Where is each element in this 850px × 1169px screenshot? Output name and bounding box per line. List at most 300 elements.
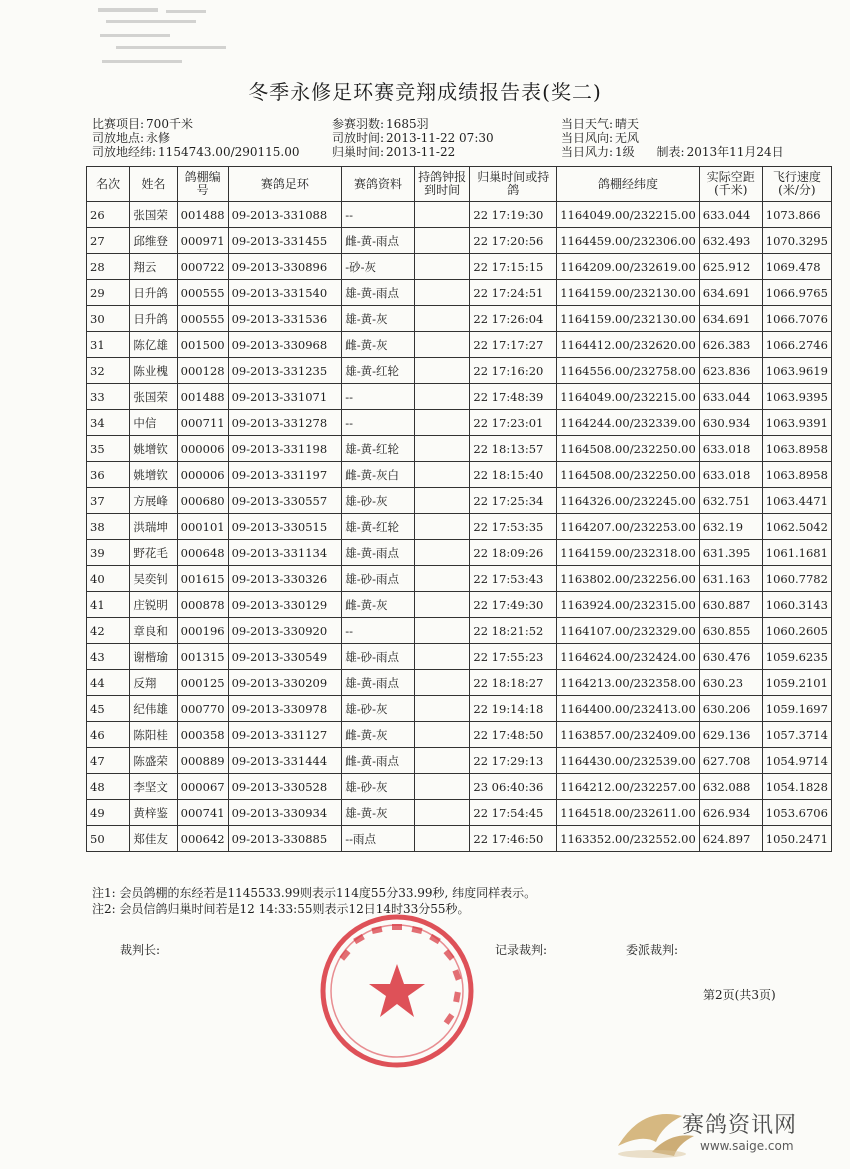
cell-rank: 41 [87,592,130,618]
cell-speed: 1061.1681 [762,540,831,566]
cell-coords: 1164508.00/232250.00 [557,462,700,488]
recording-referee-label: 记录裁判: [495,943,548,957]
cell-clock-time [414,436,470,462]
cell-distance: 626.383 [699,332,762,358]
cell-distance: 632.493 [699,228,762,254]
cell-pigeon-info: 雄-黄-灰 [342,800,415,826]
page-number: 第2页(共3页) [703,988,776,1002]
cell-ring: 09-2013-331134 [228,540,342,566]
cell-pigeon-info: 雄-砂-灰 [342,488,415,514]
col-header-pigeon-info: 赛鸽资料 [342,167,415,202]
cell-ring: 09-2013-330515 [228,514,342,540]
cell-return-time: 22 19:14:18 [470,696,557,722]
cell-pigeon-info: 雄-黄-雨点 [342,540,415,566]
cell-distance: 630.855 [699,618,762,644]
cell-loft-no: 000971 [177,228,228,254]
cell-speed: 1063.9391 [762,410,831,436]
cell-distance: 633.018 [699,462,762,488]
cell-distance: 633.044 [699,202,762,228]
footnote-2: 注2: 会员信鸽归巢时间若是12 14:33:55则表示12日14时33分55秒。 [92,902,470,916]
col-header-rank: 名次 [87,167,130,202]
cell-ring: 09-2013-331088 [228,202,342,228]
cell-coords: 1164326.00/232245.00 [557,488,700,514]
cell-coords: 1163352.00/232552.00 [557,826,700,852]
col-header-name: 姓名 [130,167,177,202]
cell-distance: 630.934 [699,410,762,436]
cell-speed: 1054.1828 [762,774,831,800]
table-row [87,540,832,566]
col-header-ring: 赛鸽足环 [228,167,342,202]
cell-loft-no: 000006 [177,462,228,488]
cell-ring: 09-2013-331197 [228,462,342,488]
cell-loft-no: 000878 [177,592,228,618]
cell-speed: 1054.9714 [762,748,831,774]
cell-pigeon-info: -砂-灰 [342,254,415,280]
cell-ring: 09-2013-330209 [228,670,342,696]
cell-rank: 33 [87,384,130,410]
cell-coords: 1164244.00/232339.00 [557,410,700,436]
cell-speed: 1060.3143 [762,592,831,618]
table-row [87,436,832,462]
cell-pigeon-info: 雄-砂-灰 [342,696,415,722]
cell-rank: 49 [87,800,130,826]
cell-rank: 28 [87,254,130,280]
table-row [87,722,832,748]
cell-return-time: 22 17:49:30 [470,592,557,618]
cell-rank: 40 [87,566,130,592]
meta-wind-direction: 当日风向: 无风 [561,131,640,145]
table-row [87,696,832,722]
cell-name: 邱维登 [130,228,177,254]
table-row [87,410,832,436]
cell-pigeon-info: 雌-黄-灰 [342,722,415,748]
table-row [87,384,832,410]
cell-name: 日升鸽 [130,280,177,306]
cell-coords: 1164556.00/232758.00 [557,358,700,384]
cell-name: 李坚文 [130,774,177,800]
cell-distance: 632.088 [699,774,762,800]
table-row [87,800,832,826]
cell-loft-no: 000555 [177,306,228,332]
meta-release-time: 司放时间: 2013-11-22 07:30 [332,131,494,145]
cell-name: 陈亿雄 [130,332,177,358]
cell-ring: 09-2013-330978 [228,696,342,722]
cell-name: 陈阳桂 [130,722,177,748]
cell-name: 姚增钦 [130,436,177,462]
cell-coords: 1164508.00/232250.00 [557,436,700,462]
cell-pigeon-info: -- [342,384,415,410]
cell-clock-time [414,384,470,410]
cell-loft-no: 000006 [177,436,228,462]
watermark-url: www.saige.com [700,1139,794,1153]
cell-rank: 36 [87,462,130,488]
cell-rank: 29 [87,280,130,306]
cell-speed: 1057.3714 [762,722,831,748]
cell-clock-time [414,592,470,618]
cell-loft-no: 000101 [177,514,228,540]
cell-return-time: 22 17:17:27 [470,332,557,358]
cell-return-time: 22 17:16:20 [470,358,557,384]
cell-clock-time [414,514,470,540]
cell-clock-time [414,280,470,306]
cell-name: 陈盛荣 [130,748,177,774]
cell-ring: 09-2013-330968 [228,332,342,358]
cell-loft-no: 000680 [177,488,228,514]
cell-name: 庄锐明 [130,592,177,618]
cell-return-time: 22 17:54:45 [470,800,557,826]
table-row [87,774,832,800]
cell-rank: 42 [87,618,130,644]
cell-clock-time [414,410,470,436]
cell-name: 野花毛 [130,540,177,566]
col-header-return-time: 归巢时间或持鸽 [470,167,557,202]
cell-rank: 34 [87,410,130,436]
cell-ring: 09-2013-330885 [228,826,342,852]
cell-speed: 1063.9395 [762,384,831,410]
cell-name: 郑佳友 [130,826,177,852]
cell-clock-time [414,488,470,514]
watermark-site-name: 赛鸽资讯网 [682,1113,798,1138]
cell-distance: 634.691 [699,280,762,306]
cell-loft-no: 001315 [177,644,228,670]
cell-return-time: 22 18:21:52 [470,618,557,644]
meta-release-place: 司放地点: 永修 [92,131,171,145]
cell-loft-no: 000128 [177,358,228,384]
cell-return-time: 22 17:48:39 [470,384,557,410]
cell-return-time: 22 17:53:43 [470,566,557,592]
table-row [87,488,832,514]
cell-pigeon-info: 雌-黄-灰白 [342,462,415,488]
cell-loft-no: 000741 [177,800,228,826]
cell-clock-time [414,540,470,566]
cell-clock-time [414,462,470,488]
cell-clock-time [414,774,470,800]
cell-clock-time [414,202,470,228]
cell-speed: 1053.6706 [762,800,831,826]
footnote-1: 注1: 会员鸽棚的东经若是1145533.99则表示114度55分33.99秒, 纬度同样表示。 [92,886,537,900]
cell-ring: 09-2013-331278 [228,410,342,436]
cell-clock-time [414,826,470,852]
cell-ring: 09-2013-331540 [228,280,342,306]
cell-coords: 1164459.00/232306.00 [557,228,700,254]
cell-return-time: 22 18:18:27 [470,670,557,696]
cell-distance: 623.836 [699,358,762,384]
cell-coords: 1164400.00/232413.00 [557,696,700,722]
red-star-seal-icon [318,912,476,1070]
table-row [87,514,832,540]
cell-name: 章良和 [130,618,177,644]
cell-ring: 09-2013-330557 [228,488,342,514]
cell-name: 张国荣 [130,202,177,228]
cell-return-time: 22 17:53:35 [470,514,557,540]
cell-distance: 629.136 [699,722,762,748]
table-row [87,566,832,592]
cell-rank: 50 [87,826,130,852]
cell-name: 黄梓鉴 [130,800,177,826]
table-row [87,228,832,254]
cell-coords: 1164049.00/232215.00 [557,384,700,410]
cell-speed: 1070.3295 [762,228,831,254]
cell-speed: 1073.866 [762,202,831,228]
cell-speed: 1066.7076 [762,306,831,332]
col-header-distance: 实际空距(千米) [699,167,762,202]
cell-clock-time [414,332,470,358]
cell-speed: 1063.4471 [762,488,831,514]
cell-pigeon-info: 雄-黄-雨点 [342,280,415,306]
cell-rank: 38 [87,514,130,540]
cell-loft-no: 001615 [177,566,228,592]
cell-return-time: 22 17:29:13 [470,748,557,774]
meta-release-coords: 司放地经纬: 1154743.00/290115.00 [92,145,300,159]
cell-loft-no: 000358 [177,722,228,748]
cell-loft-no: 001500 [177,332,228,358]
cell-name: 日升鸽 [130,306,177,332]
cell-distance: 632.751 [699,488,762,514]
cell-loft-no: 000196 [177,618,228,644]
cell-pigeon-info: -- [342,410,415,436]
table-row [87,644,832,670]
cell-loft-no: 001488 [177,384,228,410]
cell-loft-no: 000642 [177,826,228,852]
cell-speed: 1066.9765 [762,280,831,306]
cell-return-time: 22 17:48:50 [470,722,557,748]
cell-return-time: 22 17:24:51 [470,280,557,306]
cell-distance: 630.887 [699,592,762,618]
table-row [87,748,832,774]
cell-rank: 31 [87,332,130,358]
cell-coords: 1164213.00/232358.00 [557,670,700,696]
cell-coords: 1164159.00/232130.00 [557,280,700,306]
cell-name: 纪伟雄 [130,696,177,722]
cell-loft-no: 000648 [177,540,228,566]
table-row [87,826,832,852]
table-row [87,254,832,280]
cell-coords: 1163924.00/232315.00 [557,592,700,618]
cell-ring: 09-2013-331071 [228,384,342,410]
cell-name: 谢楷瑜 [130,644,177,670]
cell-coords: 1163857.00/232409.00 [557,722,700,748]
cell-loft-no: 000770 [177,696,228,722]
meta-race-item: 比赛项目: 700千米 [92,117,193,131]
table-row [87,462,832,488]
table-row [87,618,832,644]
table-row [87,670,832,696]
cell-ring: 09-2013-330326 [228,566,342,592]
cell-distance: 633.018 [699,436,762,462]
meta-return-time: 归巢时间: 2013-11-22 [332,145,456,159]
cell-ring: 09-2013-331198 [228,436,342,462]
cell-pigeon-info: 雄-砂-雨点 [342,644,415,670]
cell-return-time: 22 17:26:04 [470,306,557,332]
table-row [87,358,832,384]
cell-clock-time [414,254,470,280]
cell-ring: 09-2013-331127 [228,722,342,748]
cell-pigeon-info: 雌-黄-灰 [342,332,415,358]
cell-pigeon-info: 雌-黄-灰 [342,592,415,618]
cell-clock-time [414,644,470,670]
cell-pigeon-info: 雄-砂-雨点 [342,566,415,592]
cell-speed: 1060.7782 [762,566,831,592]
cell-rank: 44 [87,670,130,696]
cell-loft-no: 000125 [177,670,228,696]
cell-speed: 1059.2101 [762,670,831,696]
cell-ring: 09-2013-331455 [228,228,342,254]
cell-rank: 32 [87,358,130,384]
cell-pigeon-info: 雄-黄-雨点 [342,670,415,696]
cell-coords: 1164107.00/232329.00 [557,618,700,644]
cell-speed: 1062.5042 [762,514,831,540]
cell-coords: 1164624.00/232424.00 [557,644,700,670]
cell-return-time: 22 17:25:34 [470,488,557,514]
cell-clock-time [414,748,470,774]
cell-ring: 09-2013-330129 [228,592,342,618]
cell-loft-no: 000711 [177,410,228,436]
cell-coords: 1164430.00/232539.00 [557,748,700,774]
cell-pigeon-info: -- [342,202,415,228]
cell-loft-no: 001488 [177,202,228,228]
cell-clock-time [414,670,470,696]
col-header-coords: 鸽棚经纬度 [557,167,700,202]
table-header-row [87,167,832,202]
cell-speed: 1060.2605 [762,618,831,644]
cell-return-time: 22 17:55:23 [470,644,557,670]
cell-name: 陈业槐 [130,358,177,384]
cell-coords: 1163802.00/232256.00 [557,566,700,592]
table-row [87,306,832,332]
table-row [87,332,832,358]
cell-loft-no: 000722 [177,254,228,280]
cell-name: 反翔 [130,670,177,696]
cell-clock-time [414,722,470,748]
cell-distance: 630.23 [699,670,762,696]
cell-pigeon-info: 雄-黄-红轮 [342,436,415,462]
cell-pigeon-info: 雌-黄-雨点 [342,748,415,774]
cell-ring: 09-2013-330549 [228,644,342,670]
cell-ring: 09-2013-330920 [228,618,342,644]
col-header-speed: 飞行速度(米/分) [762,167,831,202]
meta-weather: 当日天气: 晴天 [561,117,640,131]
cell-speed: 1063.8958 [762,462,831,488]
cell-return-time: 22 18:09:26 [470,540,557,566]
cell-ring: 09-2013-331536 [228,306,342,332]
cell-ring: 09-2013-330528 [228,774,342,800]
cell-distance: 631.163 [699,566,762,592]
cell-return-time: 22 17:15:15 [470,254,557,280]
cell-distance: 634.691 [699,306,762,332]
cell-pigeon-info: 雄-黄-红轮 [342,358,415,384]
scan-artifact [96,6,286,76]
cell-rank: 26 [87,202,130,228]
cell-clock-time [414,566,470,592]
cell-name: 吴奕钊 [130,566,177,592]
cell-speed: 1069.478 [762,254,831,280]
cell-speed: 1063.8958 [762,436,831,462]
cell-coords: 1164212.00/232257.00 [557,774,700,800]
cell-distance: 633.044 [699,384,762,410]
results-table [86,166,832,852]
cell-coords: 1164209.00/232619.00 [557,254,700,280]
cell-coords: 1164049.00/232215.00 [557,202,700,228]
cell-coords: 1164518.00/232611.00 [557,800,700,826]
col-header-loft-no: 鸽棚编号 [177,167,228,202]
cell-clock-time [414,228,470,254]
cell-rank: 39 [87,540,130,566]
referee-chief-label: 裁判长: [120,943,161,957]
appointed-referee-label: 委派裁判: [626,943,679,957]
cell-name: 张国荣 [130,384,177,410]
cell-loft-no: 000889 [177,748,228,774]
cell-distance: 624.897 [699,826,762,852]
cell-rank: 27 [87,228,130,254]
table-row [87,202,832,228]
cell-speed: 1063.9619 [762,358,831,384]
cell-distance: 631.395 [699,540,762,566]
cell-rank: 48 [87,774,130,800]
cell-speed: 1059.6235 [762,644,831,670]
cell-coords: 1164159.00/232318.00 [557,540,700,566]
cell-return-time: 22 17:23:01 [470,410,557,436]
cell-rank: 43 [87,644,130,670]
cell-rank: 37 [87,488,130,514]
table-row [87,592,832,618]
cell-clock-time [414,696,470,722]
cell-pigeon-info: 雄-黄-灰 [342,306,415,332]
cell-rank: 46 [87,722,130,748]
cell-return-time: 22 17:20:56 [470,228,557,254]
cell-loft-no: 000555 [177,280,228,306]
cell-return-time: 22 18:13:57 [470,436,557,462]
cell-return-time: 22 18:15:40 [470,462,557,488]
cell-pigeon-info: -- [342,618,415,644]
cell-distance: 630.476 [699,644,762,670]
cell-rank: 30 [87,306,130,332]
cell-ring: 09-2013-331235 [228,358,342,384]
cell-loft-no: 000067 [177,774,228,800]
meta-wind-force: 当日风力: 1级 制表: 2013年11月24日 [561,145,784,159]
cell-return-time: 22 17:19:30 [470,202,557,228]
cell-distance: 632.19 [699,514,762,540]
cell-rank: 47 [87,748,130,774]
cell-ring: 09-2013-330896 [228,254,342,280]
cell-coords: 1164412.00/232620.00 [557,332,700,358]
cell-clock-time [414,800,470,826]
cell-clock-time [414,306,470,332]
cell-rank: 35 [87,436,130,462]
table-row [87,280,832,306]
cell-ring: 09-2013-331444 [228,748,342,774]
col-header-clock-time: 持鸽钟报到时间 [414,167,470,202]
cell-pigeon-info: 雌-黄-雨点 [342,228,415,254]
cell-speed: 1066.2746 [762,332,831,358]
cell-rank: 45 [87,696,130,722]
cell-distance: 627.708 [699,748,762,774]
cell-coords: 1164207.00/232253.00 [557,514,700,540]
cell-clock-time [414,618,470,644]
cell-ring: 09-2013-330934 [228,800,342,826]
cell-coords: 1164159.00/232130.00 [557,306,700,332]
cell-distance: 626.934 [699,800,762,826]
report-title: 冬季永修足环赛竞翔成绩报告表(奖二) [248,80,602,104]
cell-speed: 1059.1697 [762,696,831,722]
cell-return-time: 22 17:46:50 [470,826,557,852]
cell-name: 中信 [130,410,177,436]
cell-speed: 1050.2471 [762,826,831,852]
meta-participants: 参赛羽数: 1685羽 [332,117,429,131]
cell-return-time: 23 06:40:36 [470,774,557,800]
cell-name: 方展峰 [130,488,177,514]
meta-made-date: 制表: 2013年11月24日 [656,145,784,159]
cell-clock-time [414,358,470,384]
